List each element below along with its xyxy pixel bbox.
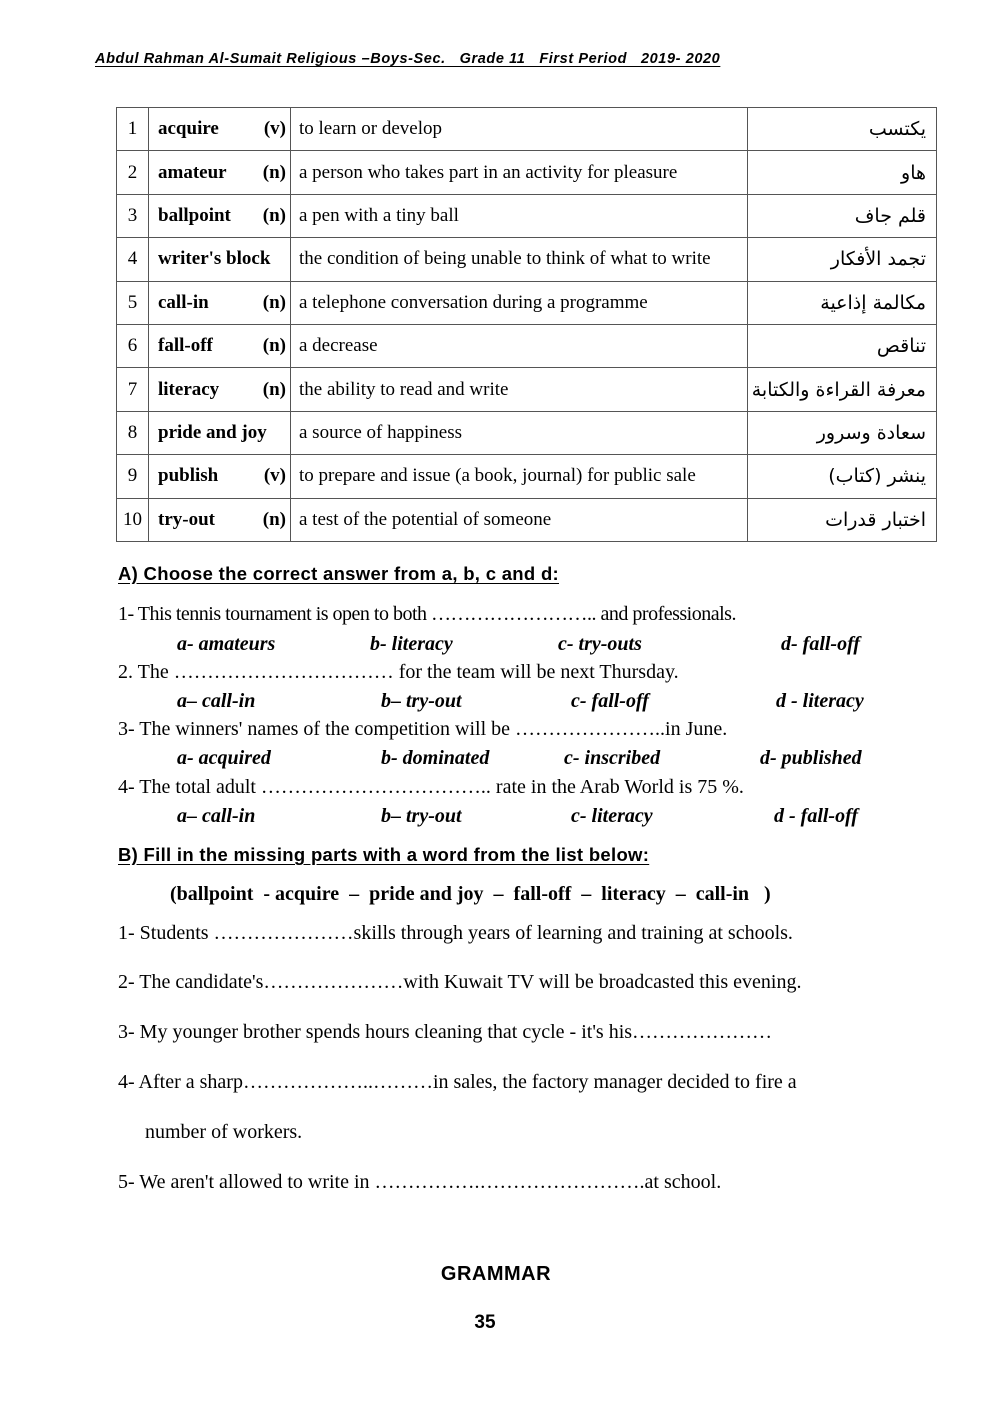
arabic-translation: تجمد الأفكار xyxy=(748,238,937,281)
arabic-translation: يكتسب xyxy=(748,108,937,151)
part-of-speech: (n) xyxy=(262,335,286,357)
definition: a telephone conversation during a programme xyxy=(291,281,748,324)
definition: a test of the potential of someone xyxy=(291,498,748,541)
option-c[interactable]: c- fall-off xyxy=(571,690,649,712)
question-2: 2. The …………………………… for the team will be next Thursday. xyxy=(118,661,679,683)
vocabulary-table xyxy=(116,107,937,542)
option-a[interactable]: a- acquired xyxy=(177,747,271,769)
option-c[interactable]: c- inscribed xyxy=(564,747,661,769)
section-b-title: B) Fill in the missing parts with a word from the list below: xyxy=(118,844,650,865)
definition: the ability to read and write xyxy=(291,368,748,411)
table-row xyxy=(117,498,937,541)
fill-sentence-3: 3- My younger brother spends hours cleaning that cycle - it's his………………… xyxy=(118,1021,773,1043)
arabic-translation: قلم جاف xyxy=(748,194,937,237)
definition: the condition of being unable to think of what to write xyxy=(291,238,748,281)
table-row xyxy=(117,324,937,367)
option-b[interactable]: b– try-out xyxy=(381,805,462,827)
row-number: 6 xyxy=(117,324,149,367)
table-row xyxy=(117,238,937,281)
row-number: 4 xyxy=(117,238,149,281)
option-d[interactable]: d- published xyxy=(760,747,862,769)
vocab-word-cell xyxy=(149,238,291,281)
vocab-word: literacy xyxy=(158,378,220,400)
fill-sentence-4: 4- After a sharp………………..………in sales, the factory manager decided to fire a xyxy=(118,1071,797,1093)
part-of-speech: (n) xyxy=(262,508,286,530)
vocab-word: try-out xyxy=(158,508,215,530)
vocab-word-cell xyxy=(149,411,291,454)
vocab-word: call-in xyxy=(158,291,209,313)
option-d[interactable]: d - literacy xyxy=(776,690,864,712)
question-4-options xyxy=(118,805,878,829)
fill-sentence-2: 2- The candidate's…………………with Kuwait TV will be broadcasted this evening. xyxy=(118,971,802,993)
table-row xyxy=(117,411,937,454)
page-number: 35 xyxy=(474,1312,496,1333)
vocab-word: publish xyxy=(158,465,219,487)
page-header: Abdul Rahman Al-Sumait Religious –Boys-Sec. Grade 11 First Period 2019- 2020 xyxy=(95,51,721,67)
definition: to learn or develop xyxy=(291,108,748,151)
part-of-speech: (n) xyxy=(262,378,286,400)
row-number: 7 xyxy=(117,368,149,411)
row-number: 3 xyxy=(117,194,149,237)
vocab-word: pride and joy xyxy=(158,421,267,443)
option-b[interactable]: b– try-out xyxy=(381,690,462,712)
fill-sentence-4-continued: number of workers. xyxy=(145,1121,303,1143)
row-number: 8 xyxy=(117,411,149,454)
vocab-word-cell xyxy=(149,281,291,324)
row-number: 1 xyxy=(117,108,149,151)
fill-sentence-1: 1- Students …………………skills through years of learning and training at schools. xyxy=(118,922,793,944)
table-row xyxy=(117,368,937,411)
section-label: GRAMMAR xyxy=(440,1263,552,1285)
vocab-word-cell xyxy=(149,324,291,367)
vocab-word-cell xyxy=(149,498,291,541)
definition: to prepare and issue (a book, journal) for public sale xyxy=(291,455,748,498)
arabic-translation: تناقص xyxy=(748,324,937,367)
row-number: 10 xyxy=(117,498,149,541)
question-4: 4- The total adult …………………………….. rate in the Arab World is 75 %. xyxy=(118,776,744,798)
vocab-word-cell xyxy=(149,108,291,151)
table-row xyxy=(117,281,937,324)
table-row xyxy=(117,455,937,498)
part-of-speech: (n) xyxy=(262,161,286,183)
option-b[interactable]: b- literacy xyxy=(370,633,453,655)
table-row xyxy=(117,151,937,194)
part-of-speech: (n) xyxy=(262,204,286,226)
word-bank: (ballpoint - acquire – pride and joy – fall-off – literacy – call-in ) xyxy=(170,883,771,905)
option-c[interactable]: c- literacy xyxy=(571,805,653,827)
part-of-speech: (v) xyxy=(263,465,286,487)
row-number: 5 xyxy=(117,281,149,324)
arabic-translation: مكالمة إذاعية xyxy=(748,281,937,324)
arabic-translation: معرفة القراءة والكتابة xyxy=(748,368,937,411)
vocab-word-cell xyxy=(149,368,291,411)
definition: a pen with a tiny ball xyxy=(291,194,748,237)
table-row xyxy=(117,108,937,151)
option-d[interactable]: d- fall-off xyxy=(781,633,861,655)
option-c[interactable]: c- try-outs xyxy=(558,633,642,655)
vocab-word-cell xyxy=(149,151,291,194)
option-a[interactable]: a- amateurs xyxy=(177,633,276,655)
vocab-word-cell xyxy=(149,455,291,498)
option-b[interactable]: b- dominated xyxy=(381,747,490,769)
fill-sentence-5: 5- We aren't allowed to write in …………….…………………….at school. xyxy=(118,1171,722,1193)
option-d[interactable]: d - fall-off xyxy=(774,805,859,827)
question-3: 3- The winners' names of the competition will be …………………..in June. xyxy=(118,718,728,740)
vocab-word: amateur xyxy=(158,161,227,183)
row-number: 9 xyxy=(117,455,149,498)
vocab-word-cell xyxy=(149,194,291,237)
part-of-speech: (v) xyxy=(263,118,286,140)
question-2-options xyxy=(118,690,878,714)
definition: a source of happiness xyxy=(291,411,748,454)
table-row xyxy=(117,194,937,237)
definition: a decrease xyxy=(291,324,748,367)
arabic-translation: اختبار قدرات xyxy=(748,498,937,541)
option-a[interactable]: a– call-in xyxy=(177,690,256,712)
part-of-speech: (n) xyxy=(262,291,286,313)
arabic-translation: سعادة وسرور xyxy=(748,411,937,454)
arabic-translation: ينشر (كتاب) xyxy=(748,455,937,498)
option-a[interactable]: a– call-in xyxy=(177,805,256,827)
row-number: 2 xyxy=(117,151,149,194)
section-a-title: A) Choose the correct answer from a, b, c and d: xyxy=(118,563,560,584)
vocab-word: fall-off xyxy=(158,335,213,357)
question-1: 1- This tennis tournament is open to both …………………….. and professionals. xyxy=(118,603,736,625)
question-1-options xyxy=(118,633,878,657)
arabic-translation: هاو xyxy=(748,151,937,194)
vocab-word: ballpoint xyxy=(158,204,231,226)
question-3-options xyxy=(118,747,878,771)
definition: a person who takes part in an activity for pleasure xyxy=(291,151,748,194)
vocab-word: writer's block xyxy=(158,248,271,270)
vocab-word: acquire xyxy=(158,118,219,140)
